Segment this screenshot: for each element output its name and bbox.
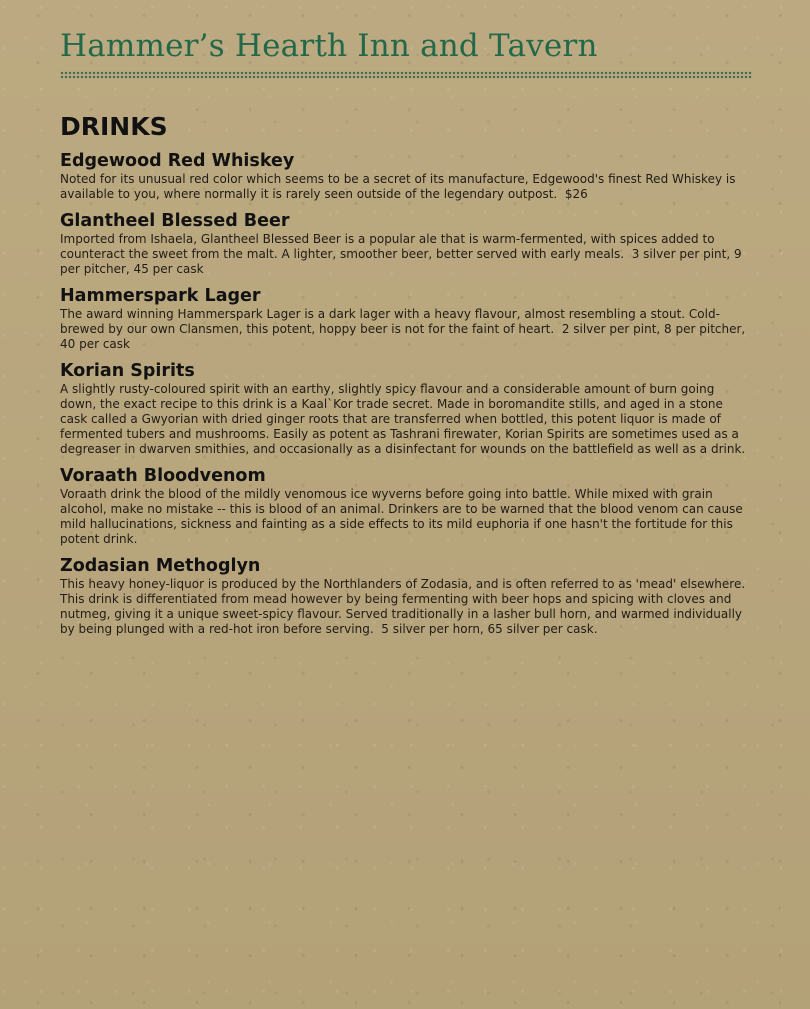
drink-name: Voraath Bloodvenom — [60, 466, 266, 486]
drink-description-text: Imported from Ishaela, Glantheel Blessed Beer is a popular ale that is warm-fermented, with spices added to counteract the sweet from the malt. A lighter, smoother beer, better served with early meals. — [60, 232, 715, 261]
drink-price: 5 silver per horn, 65 silver per cask. — [381, 622, 598, 636]
section-title: DRINKS — [60, 112, 168, 141]
drink-item — [60, 466, 752, 547]
drink-description-text: This heavy honey-liquor is produced by the Northlanders of Zodasia, and is often referred to as 'mead' elsewhere. This drink is differentiated from mead however by being fermenting with beer hops and spicing with cloves and nutmeg, giving it a unique sweet-spicy flavour. Served traditionally in a lasher bull horn, and warmed individually by being plunged with a red-hot iron before serving. — [60, 577, 746, 636]
drink-description — [60, 487, 750, 547]
drink-price: 2 silver per pint, 8 per pitcher, 40 per cask — [60, 322, 746, 351]
drink-description — [60, 307, 750, 352]
drink-item — [60, 556, 752, 637]
drink-description-text: Voraath drink the blood of the mildly venomous ice wyverns before going into battle. While mixed with grain alcohol, make no mistake -- this is blood of an animal. Drinkers are to be warned that the blood venom can cause mild hallucinations, sickness and fainting as a side effects to its mild euphoria if one hasn't the fortitude for this potent drink. — [60, 487, 743, 546]
drink-price: $26 — [564, 187, 588, 201]
drink-item — [60, 361, 752, 457]
drink-description-text: A slightly rusty-coloured spirit with an earthy, slightly spicy flavour and a considerable amount of burn going down, the exact recipe to this drink is a Kaal`Kor trade secret. Made in boromandite stills, and aged in a stone cask called a Gwyorian with dried ginger roots that are transferred when bottled, this potent liquor is made of fermented tubers and mushrooms. Easily as potent as Tashrani firewater, Korian Spirits are sometimes used as a degreaser in dwarven smithies, and occasionally as a disinfectant for wounds on the battlefield as well as a drink. — [60, 382, 746, 456]
drinks-list — [60, 151, 752, 637]
drink-item — [60, 151, 752, 202]
drink-name: Korian Spirits — [60, 361, 195, 381]
drink-name: Glantheel Blessed Beer — [60, 211, 290, 231]
dotted-divider — [60, 71, 752, 79]
menu-page — [60, 25, 752, 646]
page-title: Hammer’s Hearth Inn and Tavern — [60, 28, 598, 64]
drink-description — [60, 172, 750, 202]
drink-description — [60, 382, 750, 457]
drink-description-text: The award winning Hammerspark Lager is a dark lager with a heavy flavour, almost resembling a stout. Cold-brewed by our own Clansmen, this potent, hoppy beer is not for the faint of heart. — [60, 307, 720, 336]
drink-description — [60, 232, 750, 277]
drink-item — [60, 211, 752, 277]
drink-description — [60, 577, 750, 637]
drink-name: Zodasian Methoglyn — [60, 556, 261, 576]
drink-item — [60, 286, 752, 352]
drink-name: Hammerspark Lager — [60, 286, 261, 306]
drink-price: 3 silver per pint, 9 per pitcher, 45 per cask — [60, 247, 742, 276]
drink-name: Edgewood Red Whiskey — [60, 151, 295, 171]
drink-description-text: Noted for its unusual red color which seems to be a secret of its manufacture, Edgewood's finest Red Whiskey is available to you, where normally it is rarely seen outside of the legendary outpost. — [60, 172, 736, 201]
